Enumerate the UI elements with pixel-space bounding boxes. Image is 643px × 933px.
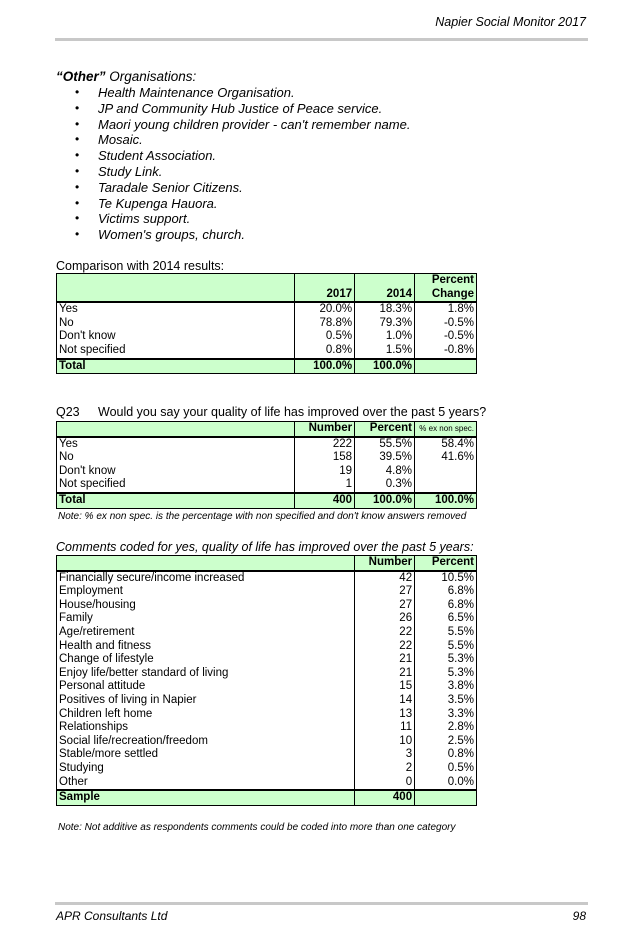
- row-label: Positives of living in Napier: [57, 694, 355, 708]
- list-item: [56, 101, 410, 117]
- table-header-row: [57, 422, 477, 437]
- total-value: 100.0%: [295, 359, 355, 374]
- total-value: [415, 790, 477, 805]
- cell-value: 22: [355, 626, 415, 640]
- cell-value: 158: [295, 451, 355, 465]
- list-item: [56, 148, 410, 164]
- list-item: [56, 85, 410, 101]
- table-row: [57, 735, 477, 749]
- total-row: [57, 790, 477, 805]
- page-number: 98: [572, 909, 586, 923]
- page-footer: [55, 902, 588, 925]
- cell-value: 6.8%: [415, 599, 477, 613]
- organisation-name: Student Association.: [98, 148, 217, 164]
- comparison-caption: Comparison with 2014 results:: [56, 259, 225, 273]
- cell-value: 2.5%: [415, 735, 477, 749]
- row-label: Change of lifestyle: [57, 653, 355, 667]
- comments-note: Note: Not additive as respondents comments could be coded into more than one category: [58, 822, 456, 833]
- header-cell-empty: [57, 274, 295, 303]
- header-cell-empty: [57, 422, 295, 437]
- table-row: [57, 437, 477, 452]
- header-2017: 2017: [295, 274, 355, 303]
- cell-value: 1.5%: [355, 344, 415, 359]
- cell-value: 5.3%: [415, 653, 477, 667]
- table-row: [57, 626, 477, 640]
- bullet-icon: •: [75, 179, 80, 194]
- table-row: [57, 694, 477, 708]
- cell-value: 19: [295, 465, 355, 479]
- header-percent: Percent: [415, 556, 477, 571]
- comparison-table: [56, 273, 477, 374]
- cell-value: 0.3%: [355, 478, 415, 493]
- cell-value: 21: [355, 653, 415, 667]
- organisation-name: Taradale Senior Citizens.: [98, 179, 243, 195]
- table-row: [57, 667, 477, 681]
- total-value: 100.0%: [355, 359, 415, 374]
- cell-value: [414, 465, 476, 479]
- cell-value: 3.8%: [415, 680, 477, 694]
- cell-value: 14: [355, 694, 415, 708]
- row-label: Enjoy life/better standard of living: [57, 667, 355, 681]
- cell-value: 5.3%: [415, 667, 477, 681]
- table-row: [57, 302, 477, 317]
- cell-value: 0.5%: [295, 330, 355, 344]
- document-title: Napier Social Monitor 2017: [435, 15, 586, 29]
- comments-table: [56, 555, 477, 806]
- table-row: [57, 680, 477, 694]
- cell-value: -0.5%: [415, 330, 477, 344]
- cell-value: 222: [295, 437, 355, 452]
- cell-value: 0.8%: [415, 748, 477, 762]
- list-item: [56, 196, 410, 212]
- row-label: House/housing: [57, 599, 355, 613]
- table-row: [57, 585, 477, 599]
- other-label: “Other”: [56, 69, 106, 84]
- organisation-name: Victims support.: [98, 211, 191, 227]
- bullet-icon: •: [75, 163, 80, 178]
- cell-value: 5.5%: [415, 640, 477, 654]
- cell-value: 22: [355, 640, 415, 654]
- header-2014: 2014: [355, 274, 415, 303]
- cell-value: 1.8%: [415, 302, 477, 317]
- table-row: [57, 721, 477, 735]
- list-item: [56, 227, 410, 243]
- cell-value: -0.8%: [415, 344, 477, 359]
- row-label: Not specified: [57, 478, 295, 493]
- table-row: [57, 640, 477, 654]
- header-cell-empty: [57, 556, 355, 571]
- row-label: Family: [57, 612, 355, 626]
- row-label: Financially secure/income increased: [57, 571, 355, 586]
- table-row: [57, 599, 477, 613]
- bullet-icon: •: [75, 116, 80, 131]
- list-item: [56, 211, 410, 227]
- list-item: [56, 117, 410, 133]
- header-number: Number: [295, 422, 355, 437]
- header-number: Number: [355, 556, 415, 571]
- total-row: [57, 493, 477, 508]
- cell-value: 20.0%: [295, 302, 355, 317]
- header-change-line: Change: [431, 287, 474, 300]
- total-value: [415, 359, 477, 374]
- table-row: [57, 571, 477, 586]
- row-label: Children left home: [57, 708, 355, 722]
- table-row: [57, 451, 477, 465]
- cell-value: 15: [355, 680, 415, 694]
- cell-value: 18.3%: [355, 302, 415, 317]
- table-row: [57, 776, 477, 791]
- cell-value: 3.3%: [415, 708, 477, 722]
- cell-value: 0.0%: [415, 776, 477, 791]
- table-row: [57, 762, 477, 776]
- cell-value: 0.8%: [295, 344, 355, 359]
- q23-note: Note: % ex non spec. is the percentage with non specified and don't know answers removed: [58, 511, 467, 522]
- list-item: [56, 180, 410, 196]
- row-label: Not specified: [57, 344, 295, 359]
- cell-value: -0.5%: [415, 317, 477, 331]
- cell-value: 55.5%: [355, 437, 415, 452]
- organisation-name: JP and Community Hub Justice of Peace service.: [98, 100, 383, 116]
- bullet-icon: •: [75, 132, 80, 147]
- row-label: Yes: [57, 437, 295, 452]
- cell-value: 58.4%: [414, 437, 476, 452]
- total-value: 400: [295, 493, 355, 508]
- total-value: 100.0%: [355, 493, 415, 508]
- cell-value: 78.8%: [295, 317, 355, 331]
- q23-caption: [56, 405, 486, 419]
- table-row: [57, 344, 477, 359]
- bullet-icon: •: [75, 148, 80, 163]
- organisation-name: Mosaic.: [98, 132, 143, 148]
- question-number: Q23: [56, 405, 80, 419]
- total-label: Total: [57, 359, 295, 374]
- cell-value: 1: [295, 478, 355, 493]
- cell-value: 11: [355, 721, 415, 735]
- organisation-name: Women's groups, church.: [98, 227, 245, 243]
- table-row: [57, 612, 477, 626]
- row-label: Employment: [57, 585, 355, 599]
- cell-value: 0: [355, 776, 415, 791]
- table-header-row: [57, 274, 477, 303]
- bullet-icon: •: [75, 85, 80, 99]
- cell-value: 0.5%: [415, 762, 477, 776]
- row-label: No: [57, 451, 295, 465]
- cell-value: 6.8%: [415, 585, 477, 599]
- row-label: Other: [57, 776, 355, 791]
- table-header-row: [57, 556, 477, 571]
- bullet-icon: •: [75, 227, 80, 242]
- cell-value: 41.6%: [414, 451, 476, 465]
- q23-table: [56, 421, 477, 509]
- cell-value: 1.0%: [355, 330, 415, 344]
- header-percent-change: [415, 274, 477, 303]
- row-label: Social life/recreation/freedom: [57, 735, 355, 749]
- total-label: Sample: [57, 790, 355, 805]
- list-item: [56, 132, 410, 148]
- cell-value: 4.8%: [355, 465, 415, 479]
- table-row: [57, 330, 477, 344]
- organisations-list: [56, 85, 410, 243]
- organisations-label: Organisations:: [105, 69, 197, 84]
- cell-value: 79.3%: [355, 317, 415, 331]
- row-label: Health and fitness: [57, 640, 355, 654]
- header-percent: Percent: [355, 422, 415, 437]
- list-item: [56, 164, 410, 180]
- cell-value: 10: [355, 735, 415, 749]
- table-row: [57, 317, 477, 331]
- page-header: [55, 14, 588, 41]
- row-label: Don't know: [57, 465, 295, 479]
- bullet-icon: •: [75, 100, 80, 115]
- row-label: Personal attitude: [57, 680, 355, 694]
- cell-value: 39.5%: [355, 451, 415, 465]
- cell-value: 2: [355, 762, 415, 776]
- bullet-icon: •: [75, 195, 80, 210]
- cell-value: 13: [355, 708, 415, 722]
- row-label: Studying: [57, 762, 355, 776]
- header-ex-non-spec: % ex non spec.: [414, 422, 476, 437]
- total-label: Total: [57, 493, 295, 508]
- organisation-name: Study Link.: [98, 163, 163, 179]
- cell-value: 27: [355, 599, 415, 613]
- cell-value: 6.5%: [415, 612, 477, 626]
- row-label: Stable/more settled: [57, 748, 355, 762]
- cell-value: 2.8%: [415, 721, 477, 735]
- cell-value: 3: [355, 748, 415, 762]
- row-label: Relationships: [57, 721, 355, 735]
- table-row: [57, 748, 477, 762]
- bullet-icon: •: [75, 211, 80, 226]
- cell-value: 27: [355, 585, 415, 599]
- table-row: [57, 478, 477, 493]
- header-percent-line: Percent: [431, 274, 474, 286]
- cell-value: 3.5%: [415, 694, 477, 708]
- row-label: Yes: [57, 302, 295, 317]
- total-value: 400: [355, 790, 415, 805]
- cell-value: 26: [355, 612, 415, 626]
- cell-value: 10.5%: [415, 571, 477, 586]
- comments-caption: Comments coded for yes, quality of life has improved over the past 5 years:: [56, 540, 474, 554]
- total-row: [57, 359, 477, 374]
- cell-value: 42: [355, 571, 415, 586]
- table-row: [57, 465, 477, 479]
- other-organisations-heading: [56, 69, 196, 84]
- footer-company: APR Consultants Ltd: [56, 909, 168, 923]
- organisation-name: Health Maintenance Organisation.: [98, 85, 295, 100]
- row-label: No: [57, 317, 295, 331]
- organisation-name: Maori young children provider - can't remember name.: [98, 116, 411, 132]
- organisation-name: Te Kupenga Hauora.: [98, 195, 218, 211]
- row-label: Don't know: [57, 330, 295, 344]
- total-value: 100.0%: [414, 493, 476, 508]
- row-label: Age/retirement: [57, 626, 355, 640]
- cell-value: 21: [355, 667, 415, 681]
- table-row: [57, 653, 477, 667]
- question-text: Would you say your quality of life has improved over the past 5 years?: [98, 405, 487, 419]
- table-row: [57, 708, 477, 722]
- cell-value: 5.5%: [415, 626, 477, 640]
- cell-value: [414, 478, 476, 493]
